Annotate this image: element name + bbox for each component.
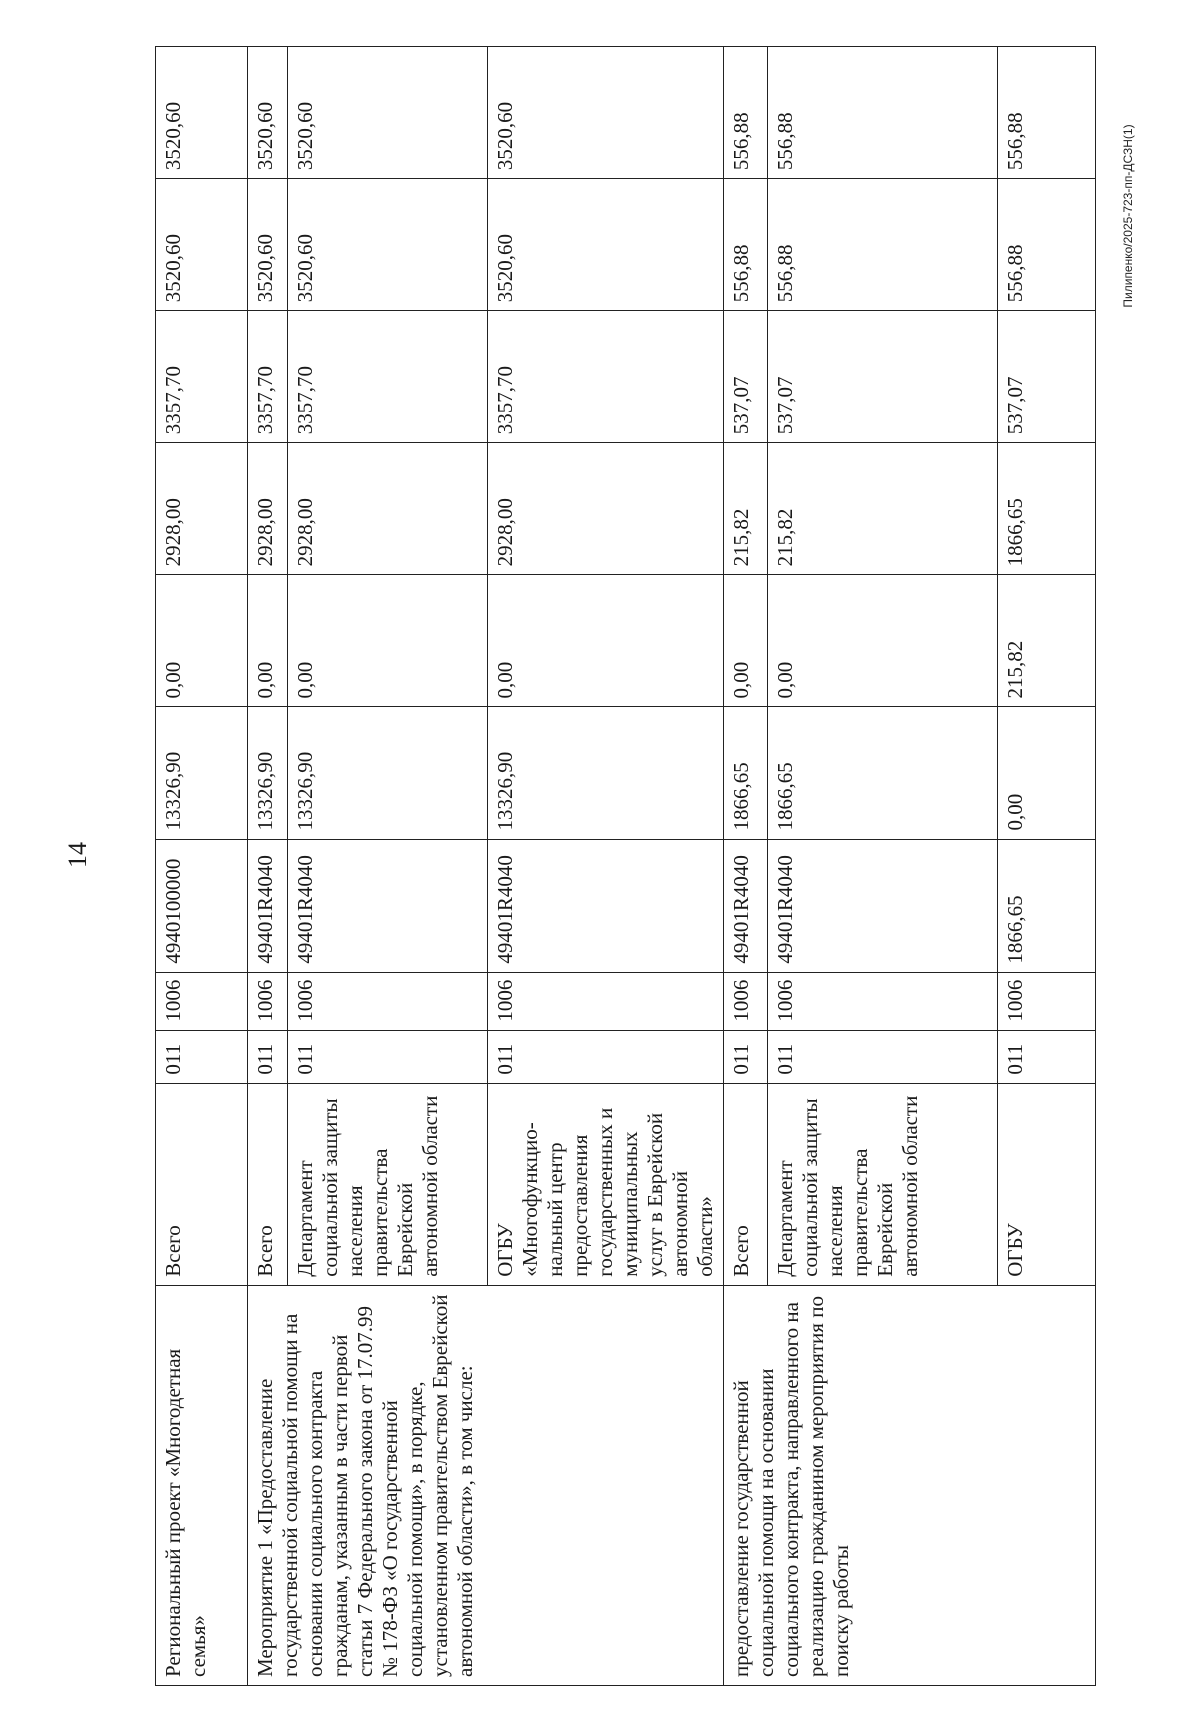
value-cell: 215,82: [724, 443, 768, 575]
value-cell: 3520,60: [248, 47, 288, 179]
value-cell: 215,82: [998, 575, 1096, 707]
rzpr-cell: 1006: [248, 972, 288, 1030]
table-row: [724, 47, 768, 1686]
grbs-cell: 011: [768, 1030, 998, 1083]
value-cell: 3520,60: [288, 47, 488, 179]
executor-cell: ОГБУ «Многофункцио-нальный центр предоставления государственных и муниципальных услуг в Еврейской автономной области»: [488, 1083, 724, 1285]
value-cell: 2928,00: [248, 443, 288, 575]
value-cell: 556,88: [768, 47, 998, 179]
value-cell: 3520,60: [156, 179, 248, 311]
grbs-cell: 011: [488, 1030, 724, 1083]
executor-cell: Всего: [248, 1083, 288, 1285]
value-cell: 537,07: [768, 311, 998, 443]
value-cell: 13326,90: [248, 707, 288, 839]
csr-cell: 49401R4040: [768, 839, 998, 972]
csr-cell: 4940100000: [156, 839, 248, 972]
value-cell: 0,00: [488, 575, 724, 707]
value-cell: 3357,70: [248, 311, 288, 443]
rzpr-cell: 1006: [288, 972, 488, 1030]
value-cell: 537,07: [724, 311, 768, 443]
value-cell: 0,00: [248, 575, 288, 707]
value-cell: 0,00: [288, 575, 488, 707]
value-cell: 13326,90: [488, 707, 724, 839]
rzpr-cell: 1006: [768, 972, 998, 1030]
value-cell: 0,00: [768, 575, 998, 707]
csr-cell: 49401R4040: [724, 839, 768, 972]
budget-table-container: [155, 46, 1089, 1686]
rzpr-cell: 1006: [724, 972, 768, 1030]
executor-cell: Департамент социальной защиты населения правительства Еврейской автономной области: [288, 1083, 488, 1285]
value-cell: 1866,65: [768, 707, 998, 839]
value-cell: 3520,60: [156, 47, 248, 179]
value-cell: 3520,60: [488, 47, 724, 179]
value-cell: 215,82: [768, 443, 998, 575]
value-cell: 13326,90: [156, 707, 248, 839]
grbs-cell: 011: [288, 1030, 488, 1083]
value-cell: 2928,00: [156, 443, 248, 575]
executor-cell: ОГБУ: [998, 1083, 1096, 1285]
value-cell: 2928,00: [288, 443, 488, 575]
value-cell: 3357,70: [488, 311, 724, 443]
program-name-cell: Региональный проект «Многодетная семья»: [156, 1285, 248, 1685]
rzpr-cell: 1006: [488, 972, 724, 1030]
value-cell: 556,88: [998, 179, 1096, 311]
value-cell: 2928,00: [488, 443, 724, 575]
csr-cell: 1866,65: [998, 839, 1096, 972]
value-cell: 556,88: [998, 47, 1096, 179]
value-cell: 0,00: [998, 707, 1096, 839]
budget-table: [155, 46, 1096, 1686]
value-cell: 556,88: [724, 179, 768, 311]
value-cell: 1866,65: [998, 443, 1096, 575]
executor-cell: Всего: [724, 1083, 768, 1285]
value-cell: 3520,60: [288, 179, 488, 311]
grbs-cell: 011: [248, 1030, 288, 1083]
value-cell: 0,00: [724, 575, 768, 707]
csr-cell: 49401R4040: [288, 839, 488, 972]
value-cell: 13326,90: [288, 707, 488, 839]
value-cell: 3357,70: [156, 311, 248, 443]
rzpr-cell: 1006: [998, 972, 1096, 1030]
value-cell: 537,07: [998, 311, 1096, 443]
csr-cell: 49401R4040: [248, 839, 288, 972]
value-cell: 1866,65: [724, 707, 768, 839]
value-cell: 0,00: [156, 575, 248, 707]
program-name-cell: предоставление государственной социальной помощи на основании социального контракта, направленного на реализацию гражданином мероприятия по поиску работы: [724, 1285, 1096, 1685]
table-row: [248, 47, 288, 1686]
grbs-cell: 011: [156, 1030, 248, 1083]
value-cell: 556,88: [724, 47, 768, 179]
grbs-cell: 011: [998, 1030, 1096, 1083]
document-footer-id: Пилипенко/2025-723-пп-ДСЗН(1): [1121, 124, 1135, 308]
value-cell: 3357,70: [288, 311, 488, 443]
value-cell: 3520,60: [488, 179, 724, 311]
value-cell: 3520,60: [248, 179, 288, 311]
page-number: 14: [63, 842, 92, 868]
executor-cell: Всего: [156, 1083, 248, 1285]
table-row: [156, 47, 248, 1686]
grbs-cell: 011: [724, 1030, 768, 1083]
executor-cell: Департамент социальной защиты населения правительства Еврейской автономной области: [768, 1083, 998, 1285]
value-cell: 556,88: [768, 179, 998, 311]
rzpr-cell: 1006: [156, 972, 248, 1030]
csr-cell: 49401R4040: [488, 839, 724, 972]
program-name-cell: Мероприятие 1 «Предоставление государственной социальной помощи на основании социального контракта гражданам, указанным в части первой статьи 7 Федерального закона от 17.07.99 № 178-ФЗ «О государственной социальной помощи», в порядке, установленном правительством Еврейской автономной области», в том числе:: [248, 1285, 724, 1685]
